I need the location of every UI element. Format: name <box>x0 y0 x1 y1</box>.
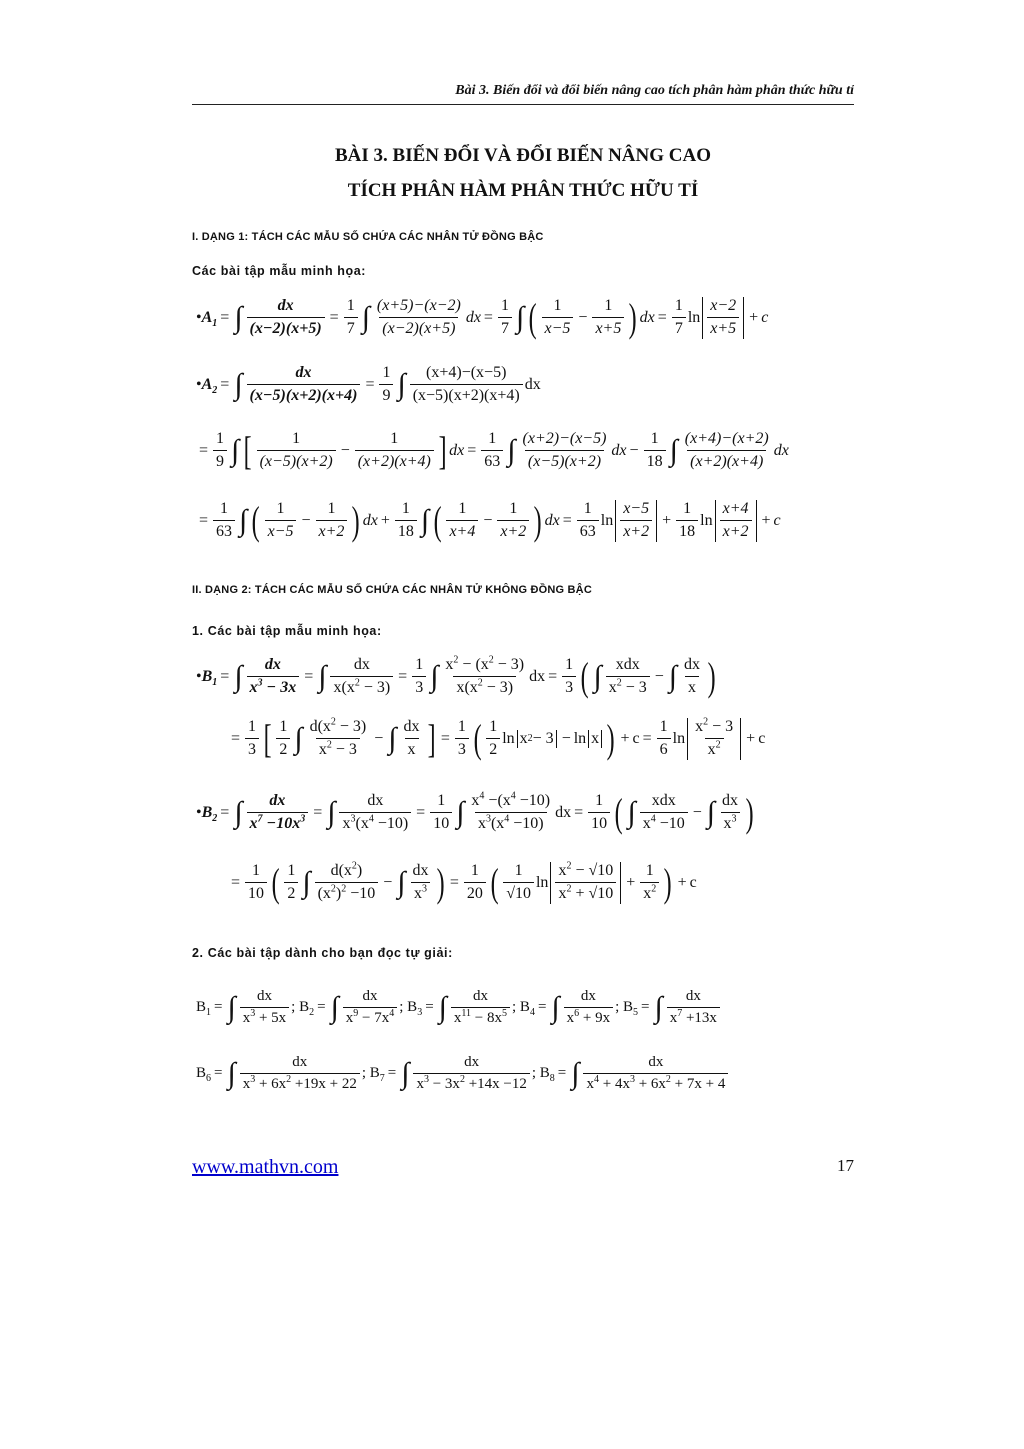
formula-b2-line2: = $\frac{1}{10}$ ( $\frac{1}{2}$ ∫ $\frac{d(x^2)}{(x^2)^2 -10}$ − ∫ $\frac{dx}{x^3}$ ) = $\frac{1}{20}$ ( $\frac{1}{√10}$ ln $\frac{x^2 - √10}{x^2 + √10}$ + $\frac{1}{x^2}$ ) + c <box>231 859 697 905</box>
exercises-line2: $B_6$ = ∫ $\frac{dx}{x^3 + 6x^2 +19x + 22}$ ; $B_7$ = ∫ $\frac{dx}{x^3 - 3x^2 +14x -12}$ ; $B_8$ = ∫ $\frac{dx}{x^4 + 4x^3 + 6x^2 + 7x + 4}$ <box>196 1054 730 1094</box>
footer-website-link[interactable]: www.mathvn.com <box>192 1156 339 1178</box>
formula-b2-line1: • $B_2$ = ∫ $\frac{dx}{x^7 -10x^3}$ = ∫ $\frac{dx}{x^3(x^4 -10)}$ = $\frac{1}{10}$ ∫ $\frac{x^4 -(x^4 -10)}{x^3(x^4 -10)}$ dx = $\frac{1}{10}$ ( ∫ $\frac{\text{xdx}}{x^4 -10}$ − ∫ $\frac{dx}{x^3}$ ) <box>196 789 754 835</box>
formula-a2-line1: • $A_2$ = ∫ $\frac{dx}{(x-5)(x+2)(x+4)}$ = $\frac{1}{9}$ ∫ $\frac{(x+4)-(x-5)}{(x-5)(x+2)(x+4)}$ dx <box>196 364 541 405</box>
formula-b1-line1: • $B_1$ = ∫ $\frac{dx}{x^3 - 3x}$ = ∫ $\frac{dx}{x(x^2 - 3)}$ = $\frac{1}{3}$ ∫ $\frac{x^2 - (x^2 - 3)}{x(x^2 - 3)}$ dx = $\frac{1}{3}$ ( ∫ $\frac{\text{xdx}}{x^2 - 3}$ − ∫ $\frac{dx}{x}$ ) <box>196 653 716 699</box>
formula-a2-line3: = $\frac{1}{63}$ ∫ ( $\frac{1}{x-5}$ − $\frac{1}{x+2}$ ) dx + $\frac{1}{18}$ ∫ ( $\frac{1}{x+4}$ − $\frac{1}{x+2}$ ) dx = $\frac{1}{63}$ ln $\frac{x-5}{x+2}$ + $\frac{1}{18}$ ln $\frac{x+4}{x+2}$ + c <box>199 497 781 543</box>
section1-heading: I. DẠNG 1: TÁCH CÁC MẪU SỐ CHỨA CÁC NHÂN TỬ ĐỒNG BẬC <box>192 231 544 243</box>
section2-heading: II. DẠNG 2: TÁCH CÁC MẪU SỐ CHỨA CÁC NHÂN TỬ KHÔNG ĐỒNG BẬC <box>192 584 592 596</box>
formula-b1-line2: = $\frac{1}{3}$ [ $\frac{1}{2}$ ∫ $\frac{d(x^2 - 3)}{x^2 - 3}$ − ∫ $\frac{dx}{x}$ ] = $\frac{1}{3}$ ( $\frac{1}{2}$ ln x 2 − 3 − ln x ) + c = $\frac{1}{6}$ ln $\frac{x^2 - 3}{x^2}$ + c <box>231 715 766 761</box>
page-number: 17 <box>837 1156 854 1175</box>
formula-a1: • $A_1$ = ∫ $\frac{dx}{(x-2)(x+5)}$ = $\frac{1}{7}$ ∫ $\frac{(x+5)-(x-2)}{(x-2)(x+5)}$ dx = $\frac{1}{7}$ ∫ ( $\frac{1}{x-5}$ − $\frac{1}{x+5}$ ) dx = $\frac{1}{7}$ ln $\frac{x-2}{x+5}$ + c <box>196 294 769 340</box>
section2-subheading1: 1. Các bài tập mẫu minh họa: <box>192 624 382 638</box>
page-title-line2: TÍCH PHÂN HÀM PHÂN THỨC HỮU TỈ <box>347 180 699 201</box>
exercises-line1: $B_1$ = ∫ $\frac{dx}{x^3 + 5x}$ ; $B_2$ = ∫ $\frac{dx}{x^9 - 7x^4}$ ; $B_3$ = ∫ $\frac{dx}{x^{11} - 8x^5}$ ; $B_4$ = ∫ $\frac{dx}{x^6 + 9x}$ ; $B_5$ = ∫ $\frac{dx}{x^7 +13x}$ <box>196 988 722 1028</box>
running-header: Bài 3. Biến đổi và đổi biến nâng cao tích phân hàm phân thức hữu tỉ <box>455 83 854 98</box>
page-title-line1: BÀI 3. BIẾN ĐỔI VÀ ĐỔI BIẾN NÂNG CAO <box>334 145 711 166</box>
section1-subheading: Các bài tập mẫu minh họa: <box>192 264 367 278</box>
header-rule <box>192 104 854 105</box>
formula-a2-line2: = $\frac{1}{9}$ ∫ [ $\frac{1}{(x-5)(x+2)}$ − $\frac{1}{(x+2)(x+4)}$ ] dx = $\frac{1}{63}$ ∫ $\frac{(x+2)-(x-5)}{(x-5)(x+2)}$ dx − $\frac{1}{18}$ ∫ $\frac{(x+4)-(x+2)}{(x+2)(x+4)}$ dx <box>199 427 789 473</box>
section2-subheading2: 2. Các bài tập dành cho bạn đọc tự giải: <box>192 946 453 960</box>
